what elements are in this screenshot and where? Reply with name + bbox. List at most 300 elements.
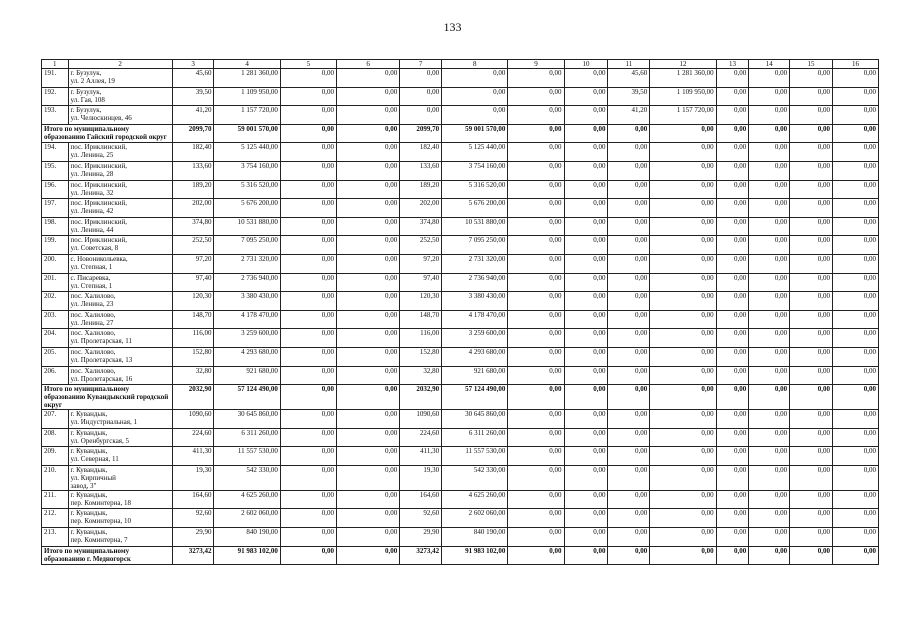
- value-cell-c8: 5 316 520,00: [442, 180, 508, 199]
- value-cell-c16: 0,00: [832, 329, 878, 348]
- value-cell-c16: 0,00: [832, 528, 878, 547]
- value-cell-c8: 11 557 530,00: [442, 447, 508, 466]
- value-cell-c9: 0,00: [508, 428, 564, 447]
- value-cell-c5: 0,00: [280, 124, 336, 143]
- address-line: г. Кувандык,: [70, 428, 108, 437]
- column-header-13: 13: [716, 60, 749, 69]
- table-row: [42, 465, 879, 490]
- value-cell-c4: 2 736 940,00: [214, 273, 280, 292]
- value-cell-c11: 41,20: [608, 106, 650, 125]
- table-row: [42, 428, 879, 447]
- value-cell-c10: 0,00: [564, 385, 608, 410]
- value-cell-c6: 0,00: [336, 217, 399, 236]
- value-cell-c15: 0,00: [790, 528, 833, 547]
- value-cell-c3: 2099,70: [172, 124, 214, 143]
- row-index: 200.: [42, 254, 69, 273]
- value-cell-c16: 0,00: [832, 199, 878, 218]
- value-cell-c12: 0,00: [650, 347, 716, 366]
- address-cell: [68, 143, 172, 162]
- value-cell-c5: 0,00: [280, 273, 336, 292]
- value-cell-c5: 0,00: [280, 217, 336, 236]
- value-cell-c11: 0,00: [608, 273, 650, 292]
- value-cell-c13: 0,00: [716, 217, 749, 236]
- value-cell-c12: 0,00: [650, 180, 716, 199]
- address-cell: [68, 106, 172, 125]
- row-index: 206.: [42, 366, 69, 385]
- row-index: 201.: [42, 273, 69, 292]
- address-cell: [68, 254, 172, 273]
- address-line: с. Новоникольевка,: [70, 254, 128, 263]
- value-cell-c12: 1 109 950,00: [650, 87, 716, 106]
- value-cell-c9: 0,00: [508, 385, 564, 410]
- value-cell-c15: 0,00: [790, 428, 833, 447]
- value-cell-c15: 0,00: [790, 161, 833, 180]
- value-cell-c9: 0,00: [508, 347, 564, 366]
- value-cell-c10: 0,00: [564, 180, 608, 199]
- value-cell-c14: 0,00: [749, 465, 790, 490]
- value-cell-c13: 0,00: [716, 428, 749, 447]
- address-line: ул. 2 Аллея, 19: [70, 77, 115, 85]
- value-cell-c8: 4 293 680,00: [442, 347, 508, 366]
- value-cell-c6: 0,00: [336, 410, 399, 429]
- value-cell-c9: 0,00: [508, 124, 564, 143]
- value-cell-c9: 0,00: [508, 490, 564, 509]
- value-cell-c3: 411,30: [172, 447, 214, 466]
- value-cell-c15: 0,00: [790, 310, 833, 329]
- value-cell-c12: 0,00: [650, 329, 716, 348]
- value-cell-c5: 0,00: [280, 310, 336, 329]
- value-cell-c7: 133,60: [400, 161, 442, 180]
- value-cell-c14: 0,00: [749, 217, 790, 236]
- address-line: пос. Халилово,: [70, 329, 116, 338]
- address-line: пер. Коминтерна, 10: [70, 517, 132, 526]
- value-cell-c14: 0,00: [749, 69, 790, 88]
- value-cell-c8: 10 531 880,00: [442, 217, 508, 236]
- address-line: ул. Индустриальная, 1: [70, 418, 138, 427]
- value-cell-c13: 0,00: [716, 366, 749, 385]
- value-cell-c12: 1 157 720,00: [650, 106, 716, 125]
- column-header-16: 16: [832, 60, 878, 69]
- value-cell-c5: 0,00: [280, 254, 336, 273]
- value-cell-c12: 0,00: [650, 124, 716, 143]
- value-cell-c3: 3273,42: [172, 546, 214, 565]
- value-cell-c16: 0,00: [832, 428, 878, 447]
- value-cell-c3: 133,60: [172, 161, 214, 180]
- value-cell-c14: 0,00: [749, 143, 790, 162]
- value-cell-c6: 0,00: [336, 69, 399, 88]
- value-cell-c6: 0,00: [336, 546, 399, 565]
- value-cell-c7: 202,00: [400, 199, 442, 218]
- value-cell-c14: 0,00: [749, 366, 790, 385]
- value-cell-c15: 0,00: [790, 143, 833, 162]
- value-cell-c4: 30 645 860,00: [214, 410, 280, 429]
- value-cell-c10: 0,00: [564, 347, 608, 366]
- value-cell-c15: 0,00: [790, 124, 833, 143]
- value-cell-c14: 0,00: [749, 428, 790, 447]
- value-cell-c13: 0,00: [716, 69, 749, 88]
- value-cell-c12: 0,00: [650, 310, 716, 329]
- value-cell-c12: 0,00: [650, 490, 716, 509]
- address-line: пос. Ириклинский,: [70, 236, 127, 245]
- table-row: [42, 254, 879, 273]
- value-cell-c10: 0,00: [564, 124, 608, 143]
- column-header-15: 15: [790, 60, 833, 69]
- value-cell-c16: 0,00: [832, 69, 878, 88]
- table-row: [42, 292, 879, 311]
- value-cell-c3: 29,90: [172, 528, 214, 547]
- value-cell-c13: 0,00: [716, 87, 749, 106]
- value-cell-c7: 152,80: [400, 347, 442, 366]
- value-cell-c6: 0,00: [336, 161, 399, 180]
- value-cell-c11: 0,00: [608, 292, 650, 311]
- value-cell-c7: 0,00: [400, 69, 442, 88]
- address-line: пос. Ириклинский,: [70, 199, 127, 208]
- value-cell-c9: 0,00: [508, 273, 564, 292]
- value-cell-c13: 0,00: [716, 329, 749, 348]
- address-line: ул. Ленина, 28: [70, 169, 114, 178]
- value-cell-c13: 0,00: [716, 236, 749, 255]
- value-cell-c7: 164,60: [400, 490, 442, 509]
- value-cell-c8: 5 676 200,00: [442, 199, 508, 218]
- value-cell-c16: 0,00: [832, 143, 878, 162]
- value-cell-c9: 0,00: [508, 447, 564, 466]
- value-cell-c4: 840 190,00: [214, 528, 280, 547]
- value-cell-c13: 0,00: [716, 490, 749, 509]
- address-line: г. Бузулук,: [70, 106, 102, 115]
- value-cell-c7: 252,50: [400, 236, 442, 255]
- value-cell-c12: 0,00: [650, 143, 716, 162]
- value-cell-c3: 19,30: [172, 465, 214, 490]
- value-cell-c8: 2 736 940,00: [442, 273, 508, 292]
- value-cell-c3: 39,50: [172, 87, 214, 106]
- value-cell-c9: 0,00: [508, 546, 564, 565]
- value-cell-c16: 0,00: [832, 509, 878, 528]
- value-cell-c5: 0,00: [280, 447, 336, 466]
- value-cell-c15: 0,00: [790, 465, 833, 490]
- table-row: [42, 106, 879, 125]
- address-line: пос. Ириклинский,: [70, 217, 127, 226]
- value-cell-c7: 2032,90: [400, 385, 442, 410]
- value-cell-c11: 0,00: [608, 385, 650, 410]
- value-cell-c4: 6 311 260,00: [214, 428, 280, 447]
- value-cell-c8: 4 178 470,00: [442, 310, 508, 329]
- value-cell-c14: 0,00: [749, 106, 790, 125]
- address-line: ул. Ленина, 42: [70, 207, 114, 216]
- address-line: пос. Ириклинский,: [70, 161, 127, 170]
- address-cell: [68, 509, 172, 528]
- value-cell-c3: 97,40: [172, 273, 214, 292]
- address-cell: [68, 87, 172, 106]
- value-cell-c13: 0,00: [716, 143, 749, 162]
- table-row: [42, 509, 879, 528]
- value-cell-c13: 0,00: [716, 161, 749, 180]
- address-cell: [68, 428, 172, 447]
- column-header-6: 6: [336, 60, 399, 69]
- value-cell-c3: 152,80: [172, 347, 214, 366]
- value-cell-c10: 0,00: [564, 69, 608, 88]
- value-cell-c16: 0,00: [832, 161, 878, 180]
- value-cell-c3: 252,50: [172, 236, 214, 255]
- value-cell-c5: 0,00: [280, 180, 336, 199]
- value-cell-c10: 0,00: [564, 428, 608, 447]
- value-cell-c10: 0,00: [564, 528, 608, 547]
- value-cell-c10: 0,00: [564, 447, 608, 466]
- value-cell-c11: 0,00: [608, 199, 650, 218]
- value-cell-c5: 0,00: [280, 236, 336, 255]
- value-cell-c14: 0,00: [749, 236, 790, 255]
- column-header-4: 4: [214, 60, 280, 69]
- value-cell-c3: 164,60: [172, 490, 214, 509]
- value-cell-c13: 0,00: [716, 106, 749, 125]
- address-line: завод, 3": [70, 481, 97, 490]
- table-row: [42, 87, 879, 106]
- value-cell-c11: 0,00: [608, 236, 650, 255]
- subtotal-label: Итого по муниципальному образованию г. Медногорск: [42, 546, 173, 565]
- address-line: г. Бузулук,: [70, 69, 102, 77]
- address-line: ул. Северная, 11: [70, 455, 119, 464]
- value-cell-c14: 0,00: [749, 161, 790, 180]
- address-line: г. Кувандык,: [70, 465, 108, 474]
- value-cell-c8: 6 311 260,00: [442, 428, 508, 447]
- value-cell-c16: 0,00: [832, 385, 878, 410]
- value-cell-c9: 0,00: [508, 87, 564, 106]
- address-cell: [68, 465, 172, 490]
- value-cell-c4: 10 531 880,00: [214, 217, 280, 236]
- value-cell-c6: 0,00: [336, 236, 399, 255]
- address-line: ул. Пролетарская, 11: [70, 337, 132, 346]
- value-cell-c5: 0,00: [280, 87, 336, 106]
- value-cell-c7: 116,00: [400, 329, 442, 348]
- address-line: ул. Советская, 8: [70, 244, 119, 253]
- value-cell-c11: 0,00: [608, 509, 650, 528]
- address-cell: [68, 410, 172, 429]
- address-line: г. Бузулук,: [70, 87, 102, 96]
- value-cell-c11: 0,00: [608, 161, 650, 180]
- table-row: [42, 347, 879, 366]
- value-cell-c11: 0,00: [608, 447, 650, 466]
- value-cell-c15: 0,00: [790, 87, 833, 106]
- address-line: г. Кувандык,: [70, 490, 108, 499]
- value-cell-c14: 0,00: [749, 347, 790, 366]
- address-line: пос. Ириклинский,: [70, 143, 127, 152]
- value-cell-c9: 0,00: [508, 366, 564, 385]
- value-cell-c9: 0,00: [508, 69, 564, 88]
- value-cell-c9: 0,00: [508, 236, 564, 255]
- address-cell: [68, 310, 172, 329]
- value-cell-c11: 0,00: [608, 329, 650, 348]
- value-cell-c15: 0,00: [790, 236, 833, 255]
- value-cell-c4: 1 281 360,00: [214, 69, 280, 88]
- value-cell-c3: 41,20: [172, 106, 214, 125]
- value-cell-c3: 1090,60: [172, 410, 214, 429]
- value-cell-c8: 0,00: [442, 106, 508, 125]
- table-row: [42, 366, 879, 385]
- column-header-7: 7: [400, 60, 442, 69]
- address-line: пос. Ириклинский,: [70, 180, 127, 189]
- value-cell-c9: 0,00: [508, 329, 564, 348]
- value-cell-c4: 11 557 530,00: [214, 447, 280, 466]
- row-index: 196.: [42, 180, 69, 199]
- table-row: [42, 69, 879, 88]
- value-cell-c12: 0,00: [650, 199, 716, 218]
- value-cell-c5: 0,00: [280, 465, 336, 490]
- value-cell-c12: 0,00: [650, 546, 716, 565]
- value-cell-c5: 0,00: [280, 161, 336, 180]
- row-index: 208.: [42, 428, 69, 447]
- address-line: г. Кувандык,: [70, 410, 108, 419]
- table-row: [42, 447, 879, 466]
- value-cell-c4: 5 316 520,00: [214, 180, 280, 199]
- table-row: [42, 217, 879, 236]
- value-cell-c11: 0,00: [608, 410, 650, 429]
- value-cell-c9: 0,00: [508, 528, 564, 547]
- value-cell-c11: 0,00: [608, 180, 650, 199]
- value-cell-c10: 0,00: [564, 236, 608, 255]
- value-cell-c8: 0,00: [442, 69, 508, 88]
- table-row: [42, 528, 879, 547]
- address-line: г. Кувандык,: [70, 509, 108, 518]
- value-cell-c3: 32,80: [172, 366, 214, 385]
- value-cell-c8: 5 125 440,00: [442, 143, 508, 162]
- row-index: 195.: [42, 161, 69, 180]
- value-cell-c16: 0,00: [832, 273, 878, 292]
- value-cell-c4: 2 602 060,00: [214, 509, 280, 528]
- value-cell-c15: 0,00: [790, 199, 833, 218]
- address-line: г. Кувандык,: [70, 528, 108, 537]
- value-cell-c14: 0,00: [749, 180, 790, 199]
- row-index: 192.: [42, 87, 69, 106]
- value-cell-c10: 0,00: [564, 410, 608, 429]
- value-cell-c3: 97,20: [172, 254, 214, 273]
- subtotal-label: Итого по муниципальному образованию Гайский городской округ: [42, 124, 173, 143]
- value-cell-c9: 0,00: [508, 161, 564, 180]
- table-row: [42, 143, 879, 162]
- value-cell-c7: 182,40: [400, 143, 442, 162]
- value-cell-c16: 0,00: [832, 546, 878, 565]
- value-cell-c5: 0,00: [280, 410, 336, 429]
- value-cell-c11: 0,00: [608, 310, 650, 329]
- value-cell-c7: 2099,70: [400, 124, 442, 143]
- value-cell-c12: 0,00: [650, 236, 716, 255]
- value-cell-c3: 182,40: [172, 143, 214, 162]
- value-cell-c3: 224,60: [172, 428, 214, 447]
- value-cell-c4: 542 330,00: [214, 465, 280, 490]
- value-cell-c15: 0,00: [790, 273, 833, 292]
- value-cell-c11: 0,00: [608, 428, 650, 447]
- value-cell-c3: 116,00: [172, 329, 214, 348]
- value-cell-c15: 0,00: [790, 347, 833, 366]
- value-cell-c13: 0,00: [716, 546, 749, 565]
- value-cell-c3: 45,60: [172, 69, 214, 88]
- column-header-10: 10: [564, 60, 608, 69]
- address-cell: [68, 69, 172, 88]
- value-cell-c11: 0,00: [608, 143, 650, 162]
- value-cell-c13: 0,00: [716, 385, 749, 410]
- value-cell-c7: 29,90: [400, 528, 442, 547]
- address-cell: [68, 236, 172, 255]
- value-cell-c8: 542 330,00: [442, 465, 508, 490]
- table-row: [42, 236, 879, 255]
- value-cell-c4: 91 983 102,00: [214, 546, 280, 565]
- value-cell-c12: 0,00: [650, 385, 716, 410]
- value-cell-c5: 0,00: [280, 428, 336, 447]
- row-index: 194.: [42, 143, 69, 162]
- value-cell-c3: 92,60: [172, 509, 214, 528]
- value-cell-c12: 0,00: [650, 254, 716, 273]
- value-cell-c9: 0,00: [508, 254, 564, 273]
- value-cell-c5: 0,00: [280, 329, 336, 348]
- value-cell-c15: 0,00: [790, 180, 833, 199]
- value-cell-c11: 0,00: [608, 254, 650, 273]
- value-cell-c13: 0,00: [716, 292, 749, 311]
- value-cell-c16: 0,00: [832, 217, 878, 236]
- value-cell-c9: 0,00: [508, 106, 564, 125]
- value-cell-c6: 0,00: [336, 254, 399, 273]
- value-cell-c12: 0,00: [650, 366, 716, 385]
- value-cell-c4: 59 001 570,00: [214, 124, 280, 143]
- address-line: ул. Степная, 1: [70, 262, 113, 271]
- value-cell-c12: 0,00: [650, 161, 716, 180]
- value-cell-c12: 0,00: [650, 509, 716, 528]
- value-cell-c13: 0,00: [716, 273, 749, 292]
- row-index: 205.: [42, 347, 69, 366]
- address-line: ул. Ленина, 32: [70, 188, 114, 197]
- value-cell-c11: 39,50: [608, 87, 650, 106]
- value-cell-c10: 0,00: [564, 199, 608, 218]
- value-cell-c5: 0,00: [280, 106, 336, 125]
- value-cell-c14: 0,00: [749, 546, 790, 565]
- row-index: 210.: [42, 465, 69, 490]
- value-cell-c5: 0,00: [280, 490, 336, 509]
- row-index: 212.: [42, 509, 69, 528]
- value-cell-c15: 0,00: [790, 217, 833, 236]
- value-cell-c7: 189,20: [400, 180, 442, 199]
- table-row: [42, 310, 879, 329]
- value-cell-c12: 0,00: [650, 528, 716, 547]
- value-cell-c9: 0,00: [508, 143, 564, 162]
- value-cell-c14: 0,00: [749, 199, 790, 218]
- value-cell-c16: 0,00: [832, 490, 878, 509]
- value-cell-c12: 0,00: [650, 410, 716, 429]
- value-cell-c16: 0,00: [832, 447, 878, 466]
- address-line: с. Писаревка,: [70, 273, 111, 282]
- value-cell-c9: 0,00: [508, 180, 564, 199]
- column-header-1: 1: [42, 60, 69, 69]
- value-cell-c13: 0,00: [716, 347, 749, 366]
- table-body: [42, 69, 879, 565]
- address-cell: [68, 199, 172, 218]
- value-cell-c10: 0,00: [564, 509, 608, 528]
- value-cell-c12: 1 281 360,00: [650, 69, 716, 88]
- value-cell-c12: 0,00: [650, 447, 716, 466]
- table-row: [42, 490, 879, 509]
- value-cell-c15: 0,00: [790, 490, 833, 509]
- row-index: 199.: [42, 236, 69, 255]
- value-cell-c7: 374,80: [400, 217, 442, 236]
- value-cell-c8: 3 380 430,00: [442, 292, 508, 311]
- column-header-9: 9: [508, 60, 564, 69]
- value-cell-c4: 7 095 250,00: [214, 236, 280, 255]
- row-index: 209.: [42, 447, 69, 466]
- value-cell-c14: 0,00: [749, 410, 790, 429]
- value-cell-c14: 0,00: [749, 329, 790, 348]
- value-cell-c13: 0,00: [716, 528, 749, 547]
- value-cell-c16: 0,00: [832, 180, 878, 199]
- value-cell-c7: 92,60: [400, 509, 442, 528]
- value-cell-c8: 4 625 260,00: [442, 490, 508, 509]
- value-cell-c14: 0,00: [749, 273, 790, 292]
- address-line: пер. Коминтерна, 18: [70, 498, 132, 507]
